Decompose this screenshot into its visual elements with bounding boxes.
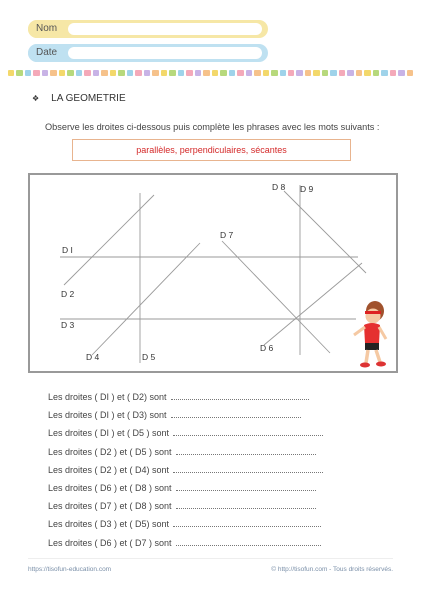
sentence-row <box>48 483 316 493</box>
sentence-text: Les droites ( D2 ) et ( D5 ) sont <box>48 446 172 457</box>
section-title-text: LA GEOMETRIE <box>51 93 126 104</box>
answer-blank[interactable] <box>173 526 321 527</box>
strip-segment <box>398 70 404 76</box>
footer-website[interactable]: https://tisofun-education.com <box>28 566 112 573</box>
sentence-text: Les droites ( DI ) et ( D5 ) sont <box>48 428 170 439</box>
sentence-text: Les droites ( DI ) et ( D2) sont <box>48 392 167 402</box>
strip-segment <box>263 70 269 76</box>
strip-segment <box>254 70 260 76</box>
strip-segment <box>127 70 133 76</box>
line-d7 <box>222 241 330 353</box>
strip-segment <box>237 70 243 76</box>
strip-segment <box>229 70 235 76</box>
strip-segment <box>203 70 209 76</box>
sentence-row <box>48 392 309 402</box>
strip-segment <box>347 70 353 76</box>
label-d3: D 3 <box>61 320 75 330</box>
strip-segment <box>305 70 311 76</box>
strip-segment <box>152 70 158 76</box>
instruction-text: Observe les droites ci-dessous puis complète les phrases avec les mots suivants : <box>45 122 380 132</box>
section-title <box>32 93 126 104</box>
sentence-row <box>48 428 323 438</box>
answer-blank[interactable] <box>176 490 316 491</box>
label-d4: D 4 <box>86 352 100 362</box>
label-d6: D 6 <box>260 343 274 353</box>
sentence-text: Les droites ( D2 ) et ( D4) sont <box>48 464 170 475</box>
answer-blank[interactable] <box>176 454 316 455</box>
sentence-row <box>48 465 323 475</box>
strip-segment <box>76 70 82 76</box>
sentence-text: Les droites ( D3 ) et ( D5) sont <box>48 519 170 530</box>
sentence-row <box>48 410 301 420</box>
strip-segment <box>381 70 387 76</box>
strip-segment <box>195 70 201 76</box>
strip-segment <box>313 70 319 76</box>
line-d6 <box>264 263 362 345</box>
child-running-illustration <box>354 301 386 368</box>
strip-segment <box>407 70 413 76</box>
lines-figure <box>28 173 398 373</box>
strip-segment <box>169 70 175 76</box>
label-d1: D I <box>62 245 73 255</box>
answer-blank[interactable] <box>176 545 321 546</box>
sentence-text: Les droites ( D6 ) et ( D7 ) sont <box>48 537 172 548</box>
strip-segment <box>161 70 167 76</box>
sentence-row <box>48 447 316 457</box>
name-label: Nom <box>28 20 68 38</box>
footer-divider <box>28 558 393 559</box>
strip-segment <box>390 70 396 76</box>
sentence-row <box>48 519 321 529</box>
date-field[interactable] <box>28 44 268 62</box>
strip-segment <box>280 70 286 76</box>
strip-segment <box>93 70 99 76</box>
strip-segment <box>118 70 124 76</box>
date-input[interactable] <box>68 47 262 59</box>
strip-segment <box>220 70 226 76</box>
sentence-text: Les droites ( D7 ) et ( D8 ) sont <box>48 501 172 512</box>
line-d8 <box>284 191 366 273</box>
sentence-row <box>48 501 316 511</box>
strip-segment <box>288 70 294 76</box>
strip-segment <box>50 70 56 76</box>
strip-segment <box>84 70 90 76</box>
label-d9: D 9 <box>300 184 314 194</box>
strip-segment <box>373 70 379 76</box>
strip-segment <box>101 70 107 76</box>
strip-segment <box>212 70 218 76</box>
answer-blank[interactable] <box>173 472 323 473</box>
footer-copyright: © http://tisofun.com - Tous droits réservés. <box>271 566 393 573</box>
label-d5: D 5 <box>142 352 156 362</box>
line-d4 <box>92 243 200 355</box>
answer-blank[interactable] <box>176 508 316 509</box>
sentence-row <box>48 538 321 548</box>
word-bank-box: parallèles, perpendiculaires, sécantes <box>72 139 351 161</box>
line-d2 <box>64 195 154 285</box>
decorative-color-strip <box>8 70 413 76</box>
label-d7: D 7 <box>220 230 234 240</box>
strip-segment <box>8 70 14 76</box>
strip-segment <box>59 70 65 76</box>
strip-segment <box>364 70 370 76</box>
answer-blank[interactable] <box>173 435 323 436</box>
strip-segment <box>178 70 184 76</box>
strip-segment <box>110 70 116 76</box>
strip-segment <box>67 70 73 76</box>
strip-segment <box>33 70 39 76</box>
lines-diagram <box>30 175 396 371</box>
strip-segment <box>356 70 362 76</box>
strip-segment <box>25 70 31 76</box>
label-d2: D 2 <box>61 289 75 299</box>
diamond-bullet-icon: ❖ <box>32 94 40 103</box>
strip-segment <box>339 70 345 76</box>
name-input[interactable] <box>68 23 262 35</box>
strip-segment <box>296 70 302 76</box>
sentence-text: Les droites ( DI ) et ( D3) sont <box>48 410 167 421</box>
strip-segment <box>186 70 192 76</box>
strip-segment <box>271 70 277 76</box>
strip-segment <box>135 70 141 76</box>
strip-segment <box>246 70 252 76</box>
answer-blank[interactable] <box>171 417 301 418</box>
label-d8: D 8 <box>272 182 286 192</box>
strip-segment <box>144 70 150 76</box>
sentence-text: Les droites ( D6 ) et ( D8 ) sont <box>48 483 172 493</box>
answer-blank[interactable] <box>171 399 309 400</box>
date-label: Date <box>28 44 68 62</box>
name-field[interactable] <box>28 20 268 38</box>
strip-segment <box>16 70 22 76</box>
strip-segment <box>322 70 328 76</box>
strip-segment <box>42 70 48 76</box>
strip-segment <box>330 70 336 76</box>
